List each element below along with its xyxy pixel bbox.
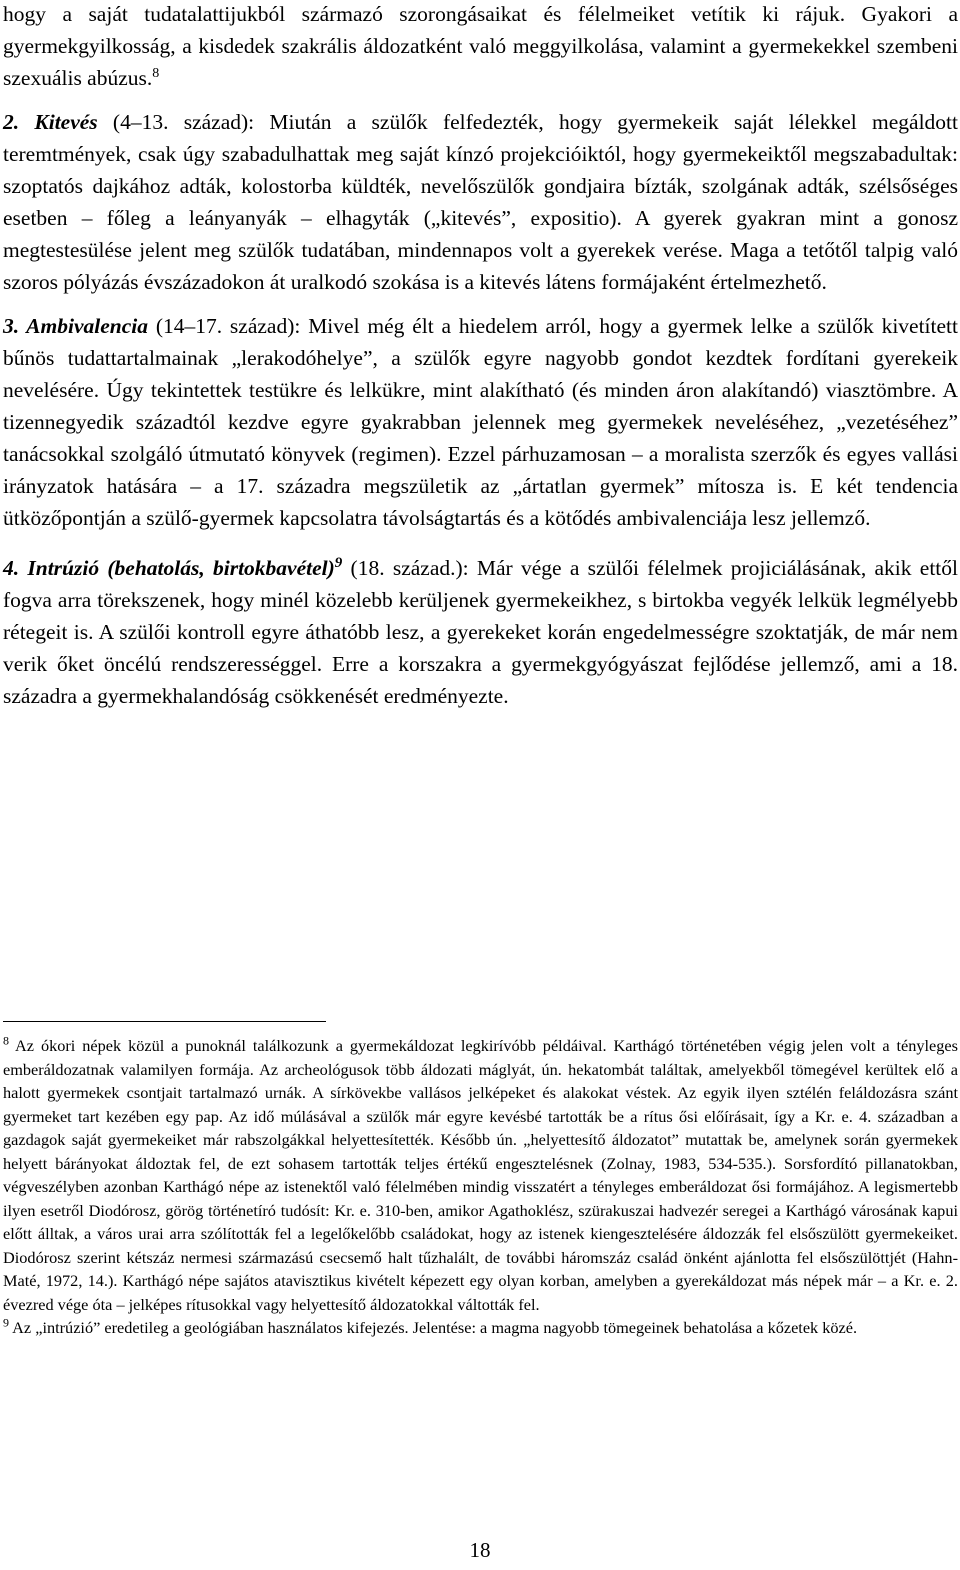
footnote-text: Az ókori népek közül a punoknál találkozunk a gyermekáldozat legkirívóbb példáival. Karthágó történetében végig jelen volt a tényleges emberáldozatnak valamilyen formája. Az archeológusok több áldozati máglyát, ún. hekatombát találtak, amelyekből tömegével kerültek elő a halott gyermekek csontjait tartalmazó urnák. A sírkövekbe vallásos jelképeket és alakokat véstek. Az egyik ilyen sztélén feláldozásra szánt gyermeket tart kezében egy pap. Az idő múlásával a szülők már egyre kevésbé tartották be a rítus ősi előírásait, így a Kr. e. 4. században a gazdagok saját gyermekeiket már rabszolgákkal helyettesítették. Később ún. „helyettesítő áldozatot” mutattak be, amelynek során gyermekek helyett bárányokat áldoztak fel, de ezt sohasem tartották teljes értékű engesztelésnek (Zolnay, 1983, 534-535.). Sorsfordító pillanatokban, végveszélyben azonban Karthágó népe az istenektől való félelmében mindig visszatért a tényleges emberáldozat ősi formájához. A legismertebb ilyen esetről Diodórosz, görög történetíró tudósít: Kr. e. 310-ben, amikor Agathoklész, szürakuszai hadvezér seregei a Karthágó városának kapui előtt álltak, a város urai arra szólították fel a legelőkelőbb családokat, hogy az istenek kiengesztelésére áldozzák fel elsőszülött gyermekeiket. Diodórosz szerint kétszáz nermesi származású csecsemő halt tűzhalált, de további háromszáz család önként ajánlotta fel elsőszülöttjét (Hahn-Maté, 1972, 14.). Karthágó népe sajátos atavisztikus kivételt képezett egy olyan korban, amelyben a gyerekáldozat más népek már – a Kr. e. 2. évezred vége óta – jelképes rítusokkal vagy helyettesítő áldozatokkal váltották fel. [3,1036,958,1314]
footnote-ref-8[interactable]: 8 [152,65,160,81]
footnote-number: 8 [3,1033,9,1048]
section-text: (18. század.): Már vége a szülői félelmek projiciálásának, akik ettől fogva arra törekszenek, hogy minél közelebb kerüljenek gyermekeikhez, s birtokba vegyék lelkük legmélyebb rétegeit is. A szülői kontroll egyre áthatóbb lesz, a gyerekeket korán engedelmességre szoktatják, de már nem verik őket öncélú rendszerességgel. Erre a korszakra a gyermekgyógyászat fejlődése jellemző, ami a 18. századra a gyermekhalandóság csökkenését eredményezte. [3,556,958,708]
section-heading: 4. Intrúzió (behatolás, birtokbavétel) [3,556,335,580]
section-text: (14–17. század): Mivel még élt a hiedelem arról, hogy a gyermek lelke a szülők kivetített bűnös tudattartalmainak „lerakodóhelye”, a szülők egyre nagyobb gondot kezdtek fordítani gyerekeik nevelésére. Úgy tekintettek testükre és lelkükre, mint alakítható (és minden áron alakítandó) viasztömbre. A tizennegyedik századtól kezdve egyre gyakrabban jelennek meg gyermekek neveléséhez, „vezetéséhez” tanácsokkal szolgáló útmutató könyvek (regimen). Ezzel párhuzamosan – a moralista szerzők és egyes vallási irányzatok hatására – a 17. századra megszületik az „ártatlan gyermek” mítosza is. E két tendencia ütközőpontján a szülő-gyermek kapcsolatra távolságtartás és a kötődés ambivalenciája lesz jellemző. [3,314,958,530]
paragraph-intro [3,0,958,94]
footnote-ref-9[interactable]: 9 [334,554,343,571]
footnote-8 [3,1034,958,1316]
footnote-text: Az „intrúzió” eredetileg a geológiában használatos kifejezés. Jelentése: a magma nagyobb tömegeinek behatolása a kőzetek közé. [9,1318,858,1337]
footnotes [3,1034,958,1340]
section-ambivalencia [3,310,958,534]
main-text [3,0,958,712]
section-intruzio [3,552,958,712]
footnote-separator [3,1021,326,1022]
paragraph-intro-text: hogy a saját tudatalattijukból származó szorongásaikat és félelmeiket vetítik ki rájuk. Gyakori a gyermekgyilkosság, a kisdedek szakrális áldozatként való meggyilkolása, valamint a gyermekekkel szembeni szexuális abúzus. [3,2,958,90]
section-heading: 3. Ambivalencia [3,314,148,338]
section-text: (4–13. század): Miután a szülők felfedezték, hogy gyermekeik saját lélekkel megáldott teremtmények, csak úgy szabadulhattak meg saját kínzó projekcióiktól, hogy gyermekeiktől megszabadultak: szoptatós dajkához adták, kolostorba küldték, nevelőszülők gondjaira bízták, szolgának adták, szélsőséges esetben – főleg a leányanyák – elhagyták („kitevés”, expositio). A gyerek gyakran mint a gonosz megtestesülése jelent meg szülők tudatában, mindennapos volt a gyerekek verése. Maga a tetőtől talpig való szoros pólyázás évszázadokon át uralkodó szokása is a kitevés látens formájaként értelmezhető. [3,110,958,294]
footnote-9 [3,1316,958,1340]
section-heading: 2. Kitevés [3,110,98,134]
page-number: 18 [469,1538,491,1562]
section-kiteves [3,106,958,298]
footnote-number: 9 [3,1315,9,1330]
